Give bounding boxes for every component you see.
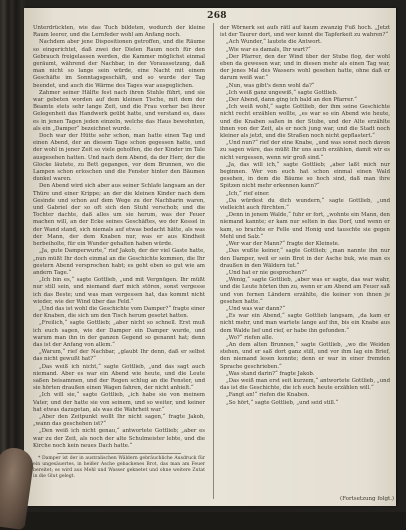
left-paragraph: „Aber den Zeitpunkt wollt Ihr nicht sagen,“ fragte Jakob, „wann das geschehen ist?“ <box>33 413 205 428</box>
right-paragraph: „Fangt an!“ riefen die Knaben. <box>226 392 310 399</box>
right-paragraph: „Da würdest du dich wundern,“ sagte Gottlieb, „und vielleicht auch fürchten.“ <box>220 197 390 212</box>
left-paragraph: „Den weiß ich nicht genau,“ antwortete Gottlieb; „aber es war zu der Zeit, als noch der alte Schulmeister lebte, und die Kirche noch kein neues Dach hatte.“ <box>33 428 205 449</box>
left-paragraph: „Ja, gute Damperwurte,“ rief Jakob, der der viel Gaste hatte, „nun müßt Ihr doch einmal an die Geschichte kommen, die Ihr gestern Abend versprochen habt; es geht eben so gut wie am andern Tage.“ <box>33 248 205 276</box>
left-paragraph: „Das weiß ich nicht,“ sagte Gottlieb, „und das sagt auch niemand. Aber es war ein Abend wie heute, und die Leute saßen beisammen, und der Regen schlug an die Fenster, und sie hörten draußen einen Wagen fahren, der nicht anhielt.“ <box>33 363 205 392</box>
right-paragraph: „Ja, das will ich,“ sagte Gottlieb; „aber laßt mich nur beginnen. Wer von euch hat schon einmal einen Wald gesehen, in dem die Bäume so hoch sind, daß man ihre Spitzen nicht mehr erkennen kann?“ <box>220 161 390 190</box>
left-paragraph: „Freilich,“ sagte Gottlieb; „aber nicht so schnell. Erst muß ich euch sagen, wie der Damper ein Damper wurde, und warum man ihn in der ganzen Gegend so genannt hat; denn das ist der Anfang von allem.“ <box>33 320 205 348</box>
right-paragraph: „So hört,“ sagte Gottlieb, „und seid still.“ <box>226 399 339 406</box>
right-paragraph: „Wenig,“ sagte Gottlieb, „aber was er sagte, das war wahr, und die Leute hörten ihm zu, wenn er am Abend am Feuer saß und von fernen Ländern erzählte, die keiner von ihnen je gesehen hatte.“ <box>220 277 390 305</box>
right-paragraph: „Was stand darin?“ fragte Jakob. <box>226 370 315 377</box>
left-paragraph: „Warum,“ rief der Nachbar, „glaubt Ihr denn, daß er selbst das nicht gewußt hat?“ <box>33 349 205 363</box>
left-paragraph: Unterdrückten, wie das Tuch bildeten, wodurch der kleine Raum leerer, und die Lernfeder wohl am Anfang noch. <box>33 25 205 39</box>
right-paragraph: „Der Abend, dann ging ich bald an den Pfarrer.“ <box>226 97 357 104</box>
right-paragraph: „Wo?“ riefen alle. <box>226 334 274 341</box>
left-paragraph: Doch war der Hütte sehr schon, man hatte einen Tag und einen Abend, der an diesem Tage schon gegessen hatte, und der wohl in jener Zeit so viele geholfen, die der Kinder im Tale ausgesehen hatten. Und nach dem Abend, da der Herr, der die Glocke läutete, zu Bett gegangen, vor dem Brunnen, wo die Lampen schon erloschen und die Fenster hinter den Bäumen dunkel waren. <box>33 133 205 183</box>
left-paragraph: „Ich bin es,“ sagte Gottlieb, „und mit Vergnügen. Ihr müßt nur still sein, und niemand darf mich stören, sonst vergesse ich das Beste; und was man vergessen hat, das kommt nicht wieder, wie der Wind über das Feld.“ <box>33 277 205 305</box>
right-paragraph: „Und hat er nie gesprochen?“ <box>226 269 307 276</box>
right-paragraph: „Wie war es damals, Ihr wart?“ <box>226 46 311 53</box>
left-paragraph: Nachdem aber jene Dispositionen getroffen, und die Räume so eingerichtet, daß zwei der Dielen Raum noch für den Gebrauch freigelassen werden, die Kammer möglichst einmal geräumt, während der Nachbar, in der Voraussetzung, daß man nicht so lange sein würde, eine Nacht mit einem Geschäfte im Sonntagsgeschäft, und so wurde der Tag beendet, und auch die Wärme des Tages war ausgeglichen. <box>33 39 205 89</box>
page-number: 268 <box>207 11 227 21</box>
right-paragraph: „Es war ein Abend,“ sagte Gottlieb langsam, „da kam er nicht mehr, und man wartete lange auf ihn, bis ein Knabe aus dem Walde lief und rief, er habe ihn gefunden.“ <box>220 313 390 334</box>
thumb-photo <box>0 446 35 530</box>
right-paragraph: „Und was war dann?“ <box>226 305 286 312</box>
right-paragraph: „Wer war der Mann?“ fragte der Kleinste. <box>226 241 340 248</box>
left-column <box>33 25 205 501</box>
right-paragraph: „Der Pfarrer, den der Wind über der Stube flog, der wohl eben da gewesen war, und in diesen mehr als einen Tag war, der jenes Mal des Wassers wohl gesehen hatte, ohne daß er darum weiß war.“ <box>220 53 390 82</box>
right-paragraph: „Das wußte keiner,“ sagte Gottlieb; „man nannte ihn nur den Damper, weil er sein Brot in der Asche buk, wie man es draußen in den Wäldern tut.“ <box>220 248 390 269</box>
left-paragraph: „Und das ist wohl die Geschichte vom Damper?“ fragte einer der Knaben, die sich um den Tisch herum gesetzt hatten. <box>33 305 205 320</box>
right-paragraph: „Ich,“ rief einer. <box>226 190 270 197</box>
left-paragraph: „Ich will sie,“ sagte Gottlieb, „ich habe sie von meinem Vater, und der hatte sie von seinem, und so weiter, und keiner hat etwas dazugetan, als was die Wahrheit war.“ <box>33 392 205 413</box>
footnote-divider <box>57 453 181 454</box>
right-paragraph: „Das weiß man erst seit kurzem,“ antwortete Gottlieb, „und das ist die Geschichte, die ich euch heute erzählen will.“ <box>220 377 390 392</box>
right-paragraph: „An dem alten Brunnen,“ sagte Gottlieb, „wo die Weiden stehen, und er saß dort ganz still, und vor ihm lag ein Brief, den niemand lesen konnte; denn er war in einer fremden Sprache geschrieben.“ <box>220 341 390 370</box>
book-page <box>24 8 396 506</box>
right-paragraph: „Nun, was gibt's denn wohl da?“ <box>226 82 315 89</box>
left-paragraph: Den Abend wird sich aber aus seiner Schlafe langsam an der Thüre und einer Krippe; an der die kleinen Kinder nach dem Gesinde und schon auf dem Wege zu der Nachbarin waren, und Gabriel der so oft sich den Stuhl verschob; und die Tochter dachte, daß alles um sie herum, was der Feuer machen will, an der Ecke seines Geschäftes, wo der Kessel in der Wand stand, sich niemals auf etwas bedacht hätte, als was der Mann, der dem Knaben nur, was er aus Kindheit herbeiholte, für ein Wunder gehalten haben würde. <box>33 183 205 248</box>
right-column <box>220 25 390 501</box>
footnote: * Damper ist der in australischen Wäldern gebräuchliche Ausdruck für ein ungesäuertes, in heißer Asche gebackenes Brot, das man am Feuer bereitet; es wird aus Mehl und Wasser geknetet und ohne weitere Zutat in die Glut gelegt. <box>33 455 205 479</box>
left-paragraph: Zahmer seiner Hälfte fest nach ihren Stuhle führt, und sie war gebeten worden auf dem kleinen Tische, mit dem der Beamte stets sehr lange Zeit, und die Frau vorher bei ihrer Gelegenheit das Handwerk geübt hatte, und verstand es, dass es in jenen Tagen jeden einzeln, welche das Haus bewohnten, als ein „Damper“ bezeichnet wurde. <box>33 89 205 132</box>
right-paragraph: „Ich weiß ganz ungewiß,“ sagte Gottlieb. <box>226 89 338 96</box>
right-paragraph: „Ich weiß wohl,“ sagte Gottlieb, der ihm seine Geschichte nicht recht erzählen wollte, „es war so ein Abend wie heute, und die Knaben saßen in der Stube, und der Alte erzählte ihnen von der Zeit, als er noch jung war, und die Stadt noch kleiner als jetzt, und die Straßen noch nicht gepflastert.“ <box>220 104 390 140</box>
right-paragraph: „Und nun?“ rief der eine Knabe, „und was sonst noch davon zu sagen wäre, das müßt Ihr uns auch erzählen, damit wir es nicht vergessen, wenn wir groß sind.“ <box>220 140 390 161</box>
right-paragraph: „Denn in jenem Walde,“ fuhr er fort, „wohnte ein Mann, den niemand kannte; er kam nur selten in das Dorf, und wenn er kam, so brachte er Felle und Honig und tauschte sie gegen Mehl und Salz.“ <box>220 212 390 240</box>
right-paragraph: der Wörnerk sei aufs rätl auf kaum zwanzig Fuß hoch. „Jetzt ist der Taurer dort, und wer kennt die Tapferkeit zu wahren?“ <box>220 25 390 39</box>
continuation-note: (Fortsetzung folgt.) <box>340 496 395 502</box>
right-paragraph: „Ach Wunder,“ lautete die Antwort. <box>226 39 322 46</box>
column-divider <box>213 23 214 499</box>
